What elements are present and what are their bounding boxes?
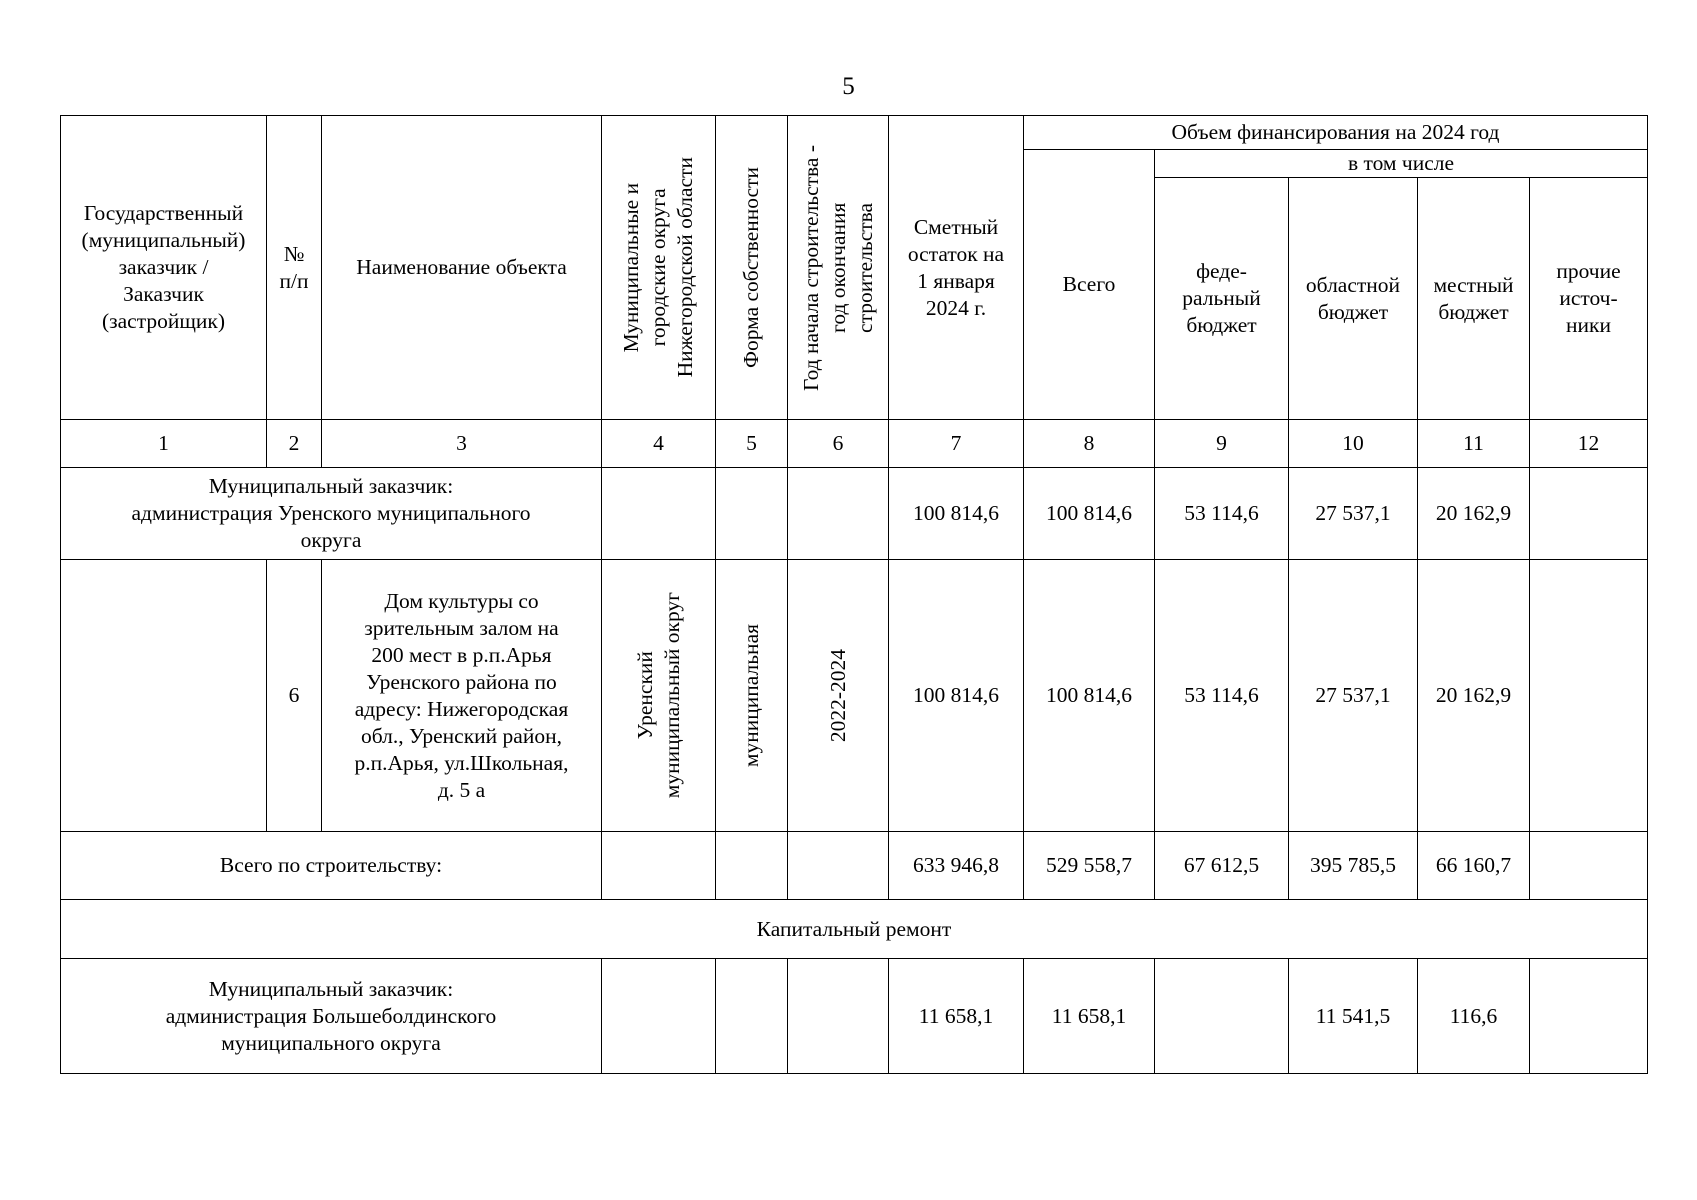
regional-value: 395 785,5 (1289, 832, 1418, 900)
empty-cell (602, 468, 716, 560)
federal-value: 53 114,6 (1155, 468, 1289, 560)
object-years-cell (788, 560, 889, 832)
object-ownership: муниципальная (739, 623, 763, 768)
federal-value: 53 114,6 (1155, 560, 1289, 832)
table-row (61, 832, 1648, 900)
federal-value (1155, 959, 1289, 1074)
object-ownership-cell (716, 560, 788, 832)
other-value (1530, 468, 1648, 560)
table-row (61, 468, 1648, 560)
regional-value: 27 537,1 (1289, 468, 1418, 560)
customer-label: Муниципальный заказчик: администрация Уренского муниципального округа (61, 468, 602, 560)
header-object-name: Наименование объекта (322, 116, 602, 420)
total-value: 11 658,1 (1024, 959, 1155, 1074)
header-ownership: Форма собственности (739, 166, 763, 369)
remainder-value: 11 658,1 (889, 959, 1024, 1074)
local-value: 20 162,9 (1418, 468, 1530, 560)
header-districts-cell (602, 116, 716, 420)
column-number: 6 (788, 420, 889, 468)
section-row (61, 900, 1648, 959)
column-number-row (61, 420, 1648, 468)
empty-cell (61, 560, 267, 832)
header-customer: Государственный (муниципальный) заказчик / Заказчик (застройщик) (61, 116, 267, 420)
header-local: местный бюджет (1418, 178, 1530, 420)
column-number: 10 (1289, 420, 1418, 468)
empty-cell (602, 832, 716, 900)
object-district-cell (602, 560, 716, 832)
column-number: 8 (1024, 420, 1155, 468)
empty-cell (602, 959, 716, 1074)
header-financing: Объем финансирования на 2024 год (1024, 116, 1648, 150)
object-name: Дом культуры со зрительным залом на 200 мест в р.п.Арья Уренского района по адресу: Нижегородская обл., Уренский район, р.п.Арья, ул.Школьная, д. 5 а (322, 560, 602, 832)
header-federal: феде- ральный бюджет (1155, 178, 1289, 420)
construction-total-label: Всего по строительству: (61, 832, 602, 900)
remainder-value: 633 946,8 (889, 832, 1024, 900)
local-value: 66 160,7 (1418, 832, 1530, 900)
financing-table (60, 115, 1648, 1074)
header-years-cell (788, 116, 889, 420)
header-total: Всего (1024, 150, 1155, 420)
empty-cell (788, 959, 889, 1074)
total-value: 529 558,7 (1024, 832, 1155, 900)
remainder-value: 100 814,6 (889, 560, 1024, 832)
column-number: 11 (1418, 420, 1530, 468)
other-value (1530, 959, 1648, 1074)
federal-value: 67 612,5 (1155, 832, 1289, 900)
header-regional: областной бюджет (1289, 178, 1418, 420)
object-years: 2022-2024 (825, 648, 850, 743)
column-number: 1 (61, 420, 267, 468)
column-number: 12 (1530, 420, 1648, 468)
page-number: 5 (842, 73, 855, 100)
empty-cell (716, 468, 788, 560)
column-number: 9 (1155, 420, 1289, 468)
total-value: 100 814,6 (1024, 468, 1155, 560)
table-row (61, 560, 1648, 832)
empty-cell (788, 832, 889, 900)
customer-label: Муниципальный заказчик: администрация Большеболдинского муниципального округа (61, 959, 602, 1074)
header-ownership-cell (716, 116, 788, 420)
column-number: 5 (716, 420, 788, 468)
column-number: 4 (602, 420, 716, 468)
object-number: 6 (267, 560, 322, 832)
header-row (61, 116, 1648, 150)
header-including: в том числе (1155, 150, 1648, 178)
regional-value: 11 541,5 (1289, 959, 1418, 1074)
object-district: Уренский муниципальный округ (632, 592, 684, 799)
header-other: прочие источ- ники (1530, 178, 1648, 420)
other-value (1530, 832, 1648, 900)
column-number: 2 (267, 420, 322, 468)
remainder-value: 100 814,6 (889, 468, 1024, 560)
regional-value: 27 537,1 (1289, 560, 1418, 832)
local-value: 20 162,9 (1418, 560, 1530, 832)
empty-cell (788, 468, 889, 560)
table-row (61, 959, 1648, 1074)
empty-cell (716, 959, 788, 1074)
column-number: 7 (889, 420, 1024, 468)
total-value: 100 814,6 (1024, 560, 1155, 832)
local-value: 116,6 (1418, 959, 1530, 1074)
column-number: 3 (322, 420, 602, 468)
other-value (1530, 560, 1648, 832)
section-title: Капитальный ремонт (61, 900, 1648, 959)
header-remainder: Сметный остаток на 1 января 2024 г. (889, 116, 1024, 420)
header-number: № п/п (267, 116, 322, 420)
header-districts: Муниципальные и городские округа Нижегородской области (619, 157, 697, 378)
header-years: Год начала строительства - год окончания строительства (798, 144, 877, 391)
empty-cell (716, 832, 788, 900)
